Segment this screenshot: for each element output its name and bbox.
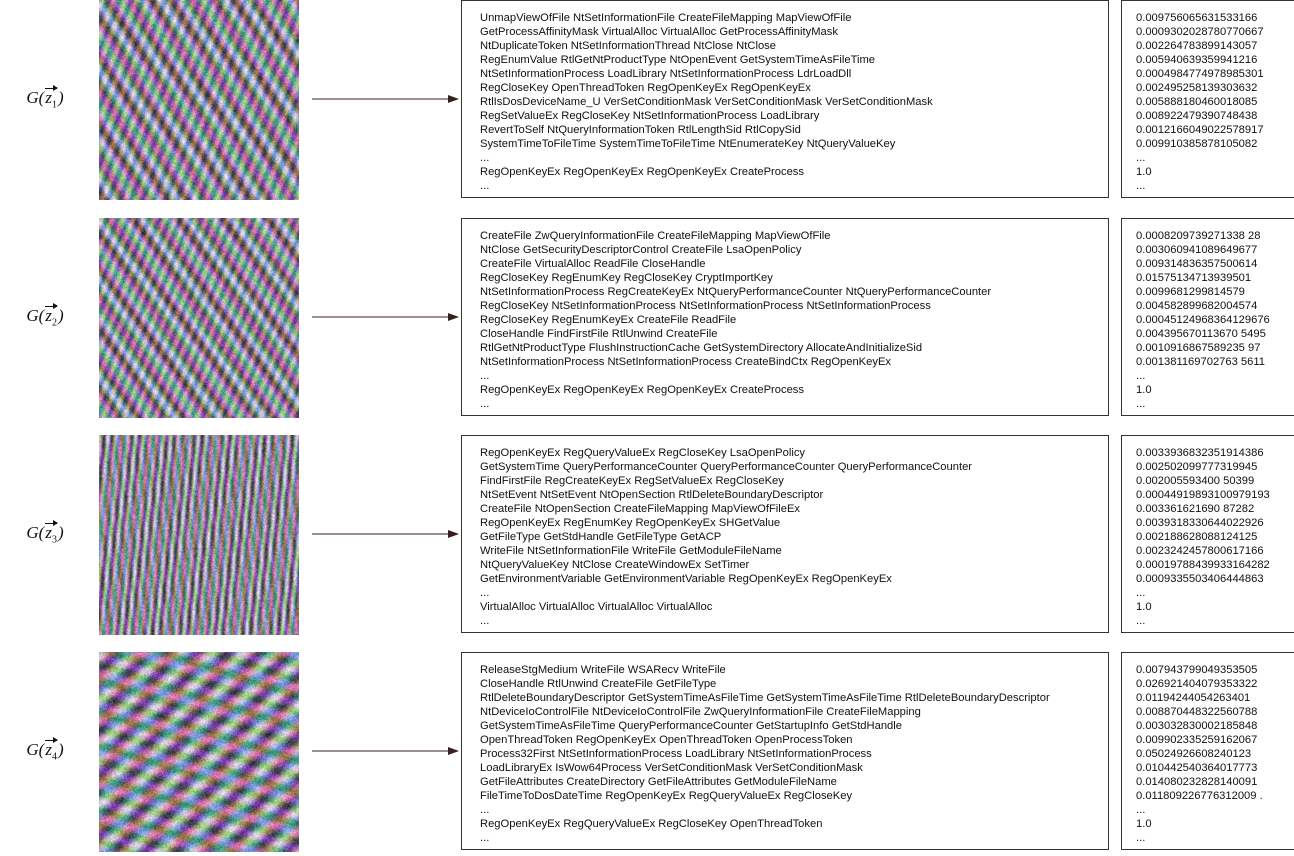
label-prefix: G(: [26, 523, 45, 542]
probability-value: 0.009902335259162067: [1136, 734, 1258, 746]
probability-box: [1121, 435, 1294, 633]
latent-index: 2: [51, 317, 57, 329]
api-sequence-line: CloseHandle FindFirstFile RtlUnwind CreateFile: [480, 328, 718, 340]
api-sequence-list: [480, 446, 972, 628]
api-sequence-line: RegCloseKey RegEnumKey RegCloseKey CryptImportKey: [480, 272, 773, 284]
probability-value: 0.0023242457800617166: [1136, 545, 1264, 557]
api-sequence-line: ...: [480, 832, 490, 844]
api-sequence-line: ...: [480, 180, 490, 192]
probability-value: 0.002502099777319945: [1136, 461, 1258, 473]
probability-value: 0.0033936832351914386: [1136, 447, 1264, 459]
probability-value: 0.026921404079353322: [1136, 678, 1258, 690]
probability-box: [1121, 652, 1294, 850]
probability-value: 0.003361621690 87282: [1136, 503, 1255, 515]
api-sequence-line: RevertToSelf NtQueryInformationToken RtlLengthSid RtlCopySid: [480, 124, 801, 136]
label-prefix: G(: [26, 306, 45, 325]
api-sequence-line: SystemTimeToFileTime SystemTimeToFileTime NtEnumerateKey NtQueryValueKey: [480, 138, 896, 150]
probability-value: ...: [1136, 152, 1146, 164]
latent-index: 3: [51, 534, 57, 546]
latent-vector-symbol: $z_1$: [45, 88, 57, 111]
probability-value: 0.003032830002185848: [1136, 720, 1258, 732]
probability-value: 0.002264783899143057: [1136, 40, 1258, 52]
probability-value: 0.0004984774978985301: [1136, 68, 1264, 80]
probability-value: ...: [1136, 587, 1146, 599]
probability-value: ...: [1136, 180, 1146, 192]
probability-value: 0.0009335503406444863: [1136, 573, 1264, 585]
probability-value: 0.0039318330644022926: [1136, 517, 1264, 529]
probability-value: 0.009756065631533166: [1136, 12, 1258, 24]
api-sequence-line: NtDuplicateToken NtSetInformationThread NtClose NtClose: [480, 40, 776, 52]
probability-value: ...: [1136, 615, 1146, 627]
latent-vector-symbol: $z_4$: [45, 740, 57, 763]
api-sequence-line: NtSetInformationProcess RegCreateKeyEx NtQueryPerformanceCounter NtQueryPerformanceCounter: [480, 286, 992, 298]
api-sequence-line: RegOpenKeyEx RegOpenKeyEx RegOpenKeyEx CreateProcess: [480, 166, 804, 178]
probability-value: 0.003060941089649677: [1136, 244, 1258, 256]
generated-image: [99, 435, 299, 635]
probability-value: ...: [1136, 398, 1146, 410]
probability-value: 0.011809226776312009 .: [1136, 790, 1263, 802]
api-sequence-line: NtSetEvent NtSetEvent NtOpenSection RtlDeleteBoundaryDescriptor: [480, 489, 824, 501]
api-sequence-line: ...: [480, 615, 490, 627]
label-suffix: ): [57, 523, 64, 542]
probability-value: 0.0008209739271338 28: [1136, 230, 1261, 242]
probability-value: 0.010442540364017773: [1136, 762, 1258, 774]
api-sequence-line: NtClose GetSecurityDescriptorControl CreateFile LsaOpenPolicy: [480, 244, 802, 256]
probability-value: 0.0099681299814579: [1136, 286, 1245, 298]
api-sequence-list: [480, 229, 991, 411]
probability-value: 0.002005593400 50399: [1136, 475, 1255, 487]
generated-image: [99, 0, 299, 200]
probability-value: 0.002495258139303632: [1136, 82, 1258, 94]
api-sequence-line: UnmapViewOfFile NtSetInformationFile CreateFileMapping MapViewOfFile: [480, 12, 852, 24]
api-sequence-line: RtlIsDosDeviceName_U VerSetConditionMask VerSetConditionMask VerSetConditionMask: [480, 96, 933, 108]
api-sequence-line: RegOpenKeyEx RegOpenKeyEx RegOpenKeyEx CreateProcess: [480, 384, 804, 396]
probability-value: 1.0: [1136, 166, 1152, 178]
api-sequence-line: ...: [480, 398, 490, 410]
generated-image: [99, 652, 299, 852]
latent-vector-symbol: $z_3$: [45, 523, 57, 546]
api-sequence-line: RegOpenKeyEx RegQueryValueEx RegCloseKey LsaOpenPolicy: [480, 447, 806, 459]
generator-row: [0, 0, 1294, 200]
api-sequence-list: [480, 663, 1050, 845]
api-sequence-line: ...: [480, 587, 490, 599]
generator-row: [0, 435, 1294, 635]
api-sequence-box: [461, 0, 1109, 198]
probability-value: 0.0009302028780770667: [1136, 26, 1264, 38]
probability-list: [1136, 11, 1264, 193]
api-sequence-line: GetEnvironmentVariable GetEnvironmentVariable RegOpenKeyEx RegOpenKeyEx: [480, 573, 892, 585]
probability-value: 0.008922479390748438: [1136, 110, 1258, 122]
api-sequence-box: [461, 218, 1109, 416]
api-sequence-line: NtDeviceIoControlFile NtDeviceIoControlFile ZwQueryInformationFile CreateFileMapping: [480, 706, 921, 718]
label-prefix: G(: [26, 740, 45, 759]
api-sequence-line: GetFileType GetStdHandle GetFileType GetACP: [480, 531, 722, 543]
generator-label: [0, 740, 90, 762]
probability-value: 0.01575134713939501: [1136, 272, 1252, 284]
api-sequence-line: FileTimeToDosDateTime RegOpenKeyEx RegQueryValueEx RegCloseKey: [480, 790, 853, 802]
api-sequence-line: RegCloseKey NtSetInformationProcess NtSetInformationProcess NtSetInformationProcess: [480, 300, 931, 312]
probability-value: 0.00045124968364129676: [1136, 314, 1270, 326]
probability-box: [1121, 218, 1294, 416]
api-sequence-line: RegOpenKeyEx RegEnumKey RegOpenKeyEx SHGetValue: [480, 517, 781, 529]
generator-label: [0, 306, 90, 328]
probability-value: 0.005940639359941216: [1136, 54, 1258, 66]
right-arrow-icon: [312, 744, 460, 758]
probability-value: 0.00044919893100979193: [1136, 489, 1270, 501]
api-sequence-line: ...: [480, 370, 490, 382]
probability-value: ...: [1136, 832, 1146, 844]
generator-label: [0, 88, 90, 110]
probability-value: 0.005888180460018085: [1136, 96, 1258, 108]
api-sequence-line: NtQueryValueKey NtClose CreateWindowEx SetTimer: [480, 559, 750, 571]
probability-value: 0.004395670113670 5495: [1136, 328, 1266, 340]
probability-value: 0.05024926608240123: [1136, 748, 1252, 760]
probability-list: [1136, 446, 1270, 628]
latent-index: 4: [51, 751, 57, 763]
api-sequence-line: ...: [480, 804, 490, 816]
probability-value: 0.008870448322560788: [1136, 706, 1258, 718]
api-sequence-line: ...: [480, 152, 490, 164]
probability-value: 0.009314836357500614: [1136, 258, 1258, 270]
probability-value: 0.00019788439933164282: [1136, 559, 1270, 571]
probability-value: 0.0012166049022578917: [1136, 124, 1264, 136]
probability-value: 0.009910385878105082: [1136, 138, 1258, 150]
latent-index: 1: [51, 99, 57, 111]
probability-box: [1121, 0, 1294, 198]
probability-value: 1.0: [1136, 818, 1152, 830]
api-sequence-line: OpenThreadToken RegOpenKeyEx OpenThreadToken OpenProcessToken: [480, 734, 853, 746]
api-sequence-line: GetSystemTime QueryPerformanceCounter QueryPerformanceCounter QueryPerformanceCounter: [480, 461, 973, 473]
api-sequence-line: RtlGetNtProductType FlushInstructionCache GetSystemDirectory AllocateAndInitializeSid: [480, 342, 923, 354]
probability-value: 0.0010916867589235 97: [1136, 342, 1261, 354]
probability-value: 0.002188628088124125: [1136, 531, 1258, 543]
api-sequence-box: [461, 652, 1109, 850]
api-sequence-line: RegEnumValue RtlGetNtProductType NtOpenEvent GetSystemTimeAsFileTime: [480, 54, 876, 66]
right-arrow-icon: [312, 92, 460, 106]
api-sequence-line: RegCloseKey OpenThreadToken RegOpenKeyEx RegOpenKeyEx: [480, 82, 811, 94]
probability-value: 1.0: [1136, 601, 1152, 613]
generated-image: [99, 218, 299, 418]
api-sequence-line: CreateFile VirtualAlloc ReadFile CloseHandle: [480, 258, 706, 270]
api-sequence-line: GetFileAttributes CreateDirectory GetFileAttributes GetModuleFileName: [480, 776, 837, 788]
label-suffix: ): [57, 88, 64, 107]
label-prefix: G(: [26, 88, 45, 107]
probability-value: 0.014080232828140091: [1136, 776, 1258, 788]
probability-list: [1136, 663, 1263, 845]
probability-value: 0.004582899682004574: [1136, 300, 1258, 312]
probability-value: 0.01194244054263401: [1136, 692, 1251, 704]
right-arrow-icon: [312, 527, 460, 541]
api-sequence-line: VirtualAlloc VirtualAlloc VirtualAlloc VirtualAlloc: [480, 601, 713, 613]
api-sequence-line: RegSetValueEx RegCloseKey NtSetInformationProcess LoadLibrary: [480, 110, 820, 122]
api-sequence-list: [480, 11, 933, 193]
generator-label: [0, 523, 90, 545]
api-sequence-line: GetProcessAffinityMask VirtualAlloc VirtualAlloc GetProcessAffinityMask: [480, 26, 838, 38]
generator-row: [0, 652, 1294, 852]
probability-value: ...: [1136, 804, 1146, 816]
api-sequence-line: CreateFile NtOpenSection CreateFileMapping MapViewOfFileEx: [480, 503, 801, 515]
api-sequence-line: RegOpenKeyEx RegQueryValueEx RegCloseKey OpenThreadToken: [480, 818, 823, 830]
api-sequence-line: Process32First NtSetInformationProcess LoadLibrary NtSetInformationProcess: [480, 748, 872, 760]
api-sequence-line: RtlDeleteBoundaryDescriptor GetSystemTimeAsFileTime GetSystemTimeAsFileTime RtlDeleteBoundaryDescriptor: [480, 692, 1050, 704]
api-sequence-line: NtSetInformationProcess LoadLibrary NtSetInformationProcess LdrLoadDll: [480, 68, 852, 80]
generator-row: [0, 218, 1294, 418]
probability-value: 0.007943799049353505: [1136, 664, 1258, 676]
api-sequence-line: RegCloseKey RegEnumKeyEx CreateFile ReadFile: [480, 314, 737, 326]
api-sequence-line: ReleaseStgMedium WriteFile WSARecv WriteFile: [480, 664, 726, 676]
api-sequence-line: FindFirstFile RegCreateKeyEx RegSetValueEx RegCloseKey: [480, 475, 784, 487]
api-sequence-line: WriteFile NtSetInformationFile WriteFile GetModuleFileName: [480, 545, 782, 557]
latent-vector-symbol: $z_2$: [45, 306, 57, 329]
right-arrow-icon: [312, 310, 460, 324]
probability-value: ...: [1136, 370, 1146, 382]
api-sequence-box: [461, 435, 1109, 633]
api-sequence-line: LoadLibraryEx IsWow64Process VerSetConditionMask VerSetConditionMask: [480, 762, 863, 774]
label-suffix: ): [57, 740, 64, 759]
api-sequence-line: GetSystemTimeAsFileTime QueryPerformanceCounter GetStartupInfo GetStdHandle: [480, 720, 902, 732]
probability-value: 1.0: [1136, 384, 1152, 396]
probability-list: [1136, 229, 1270, 411]
api-sequence-line: CreateFile ZwQueryInformationFile CreateFileMapping MapViewOfFile: [480, 230, 831, 242]
api-sequence-line: NtSetInformationProcess NtSetInformationProcess CreateBindCtx RegOpenKeyEx: [480, 356, 892, 368]
label-suffix: ): [57, 306, 64, 325]
api-sequence-line: CloseHandle RtlUnwind CreateFile GetFileType: [480, 678, 717, 690]
probability-value: 0.001381169702763 5611: [1136, 356, 1265, 368]
